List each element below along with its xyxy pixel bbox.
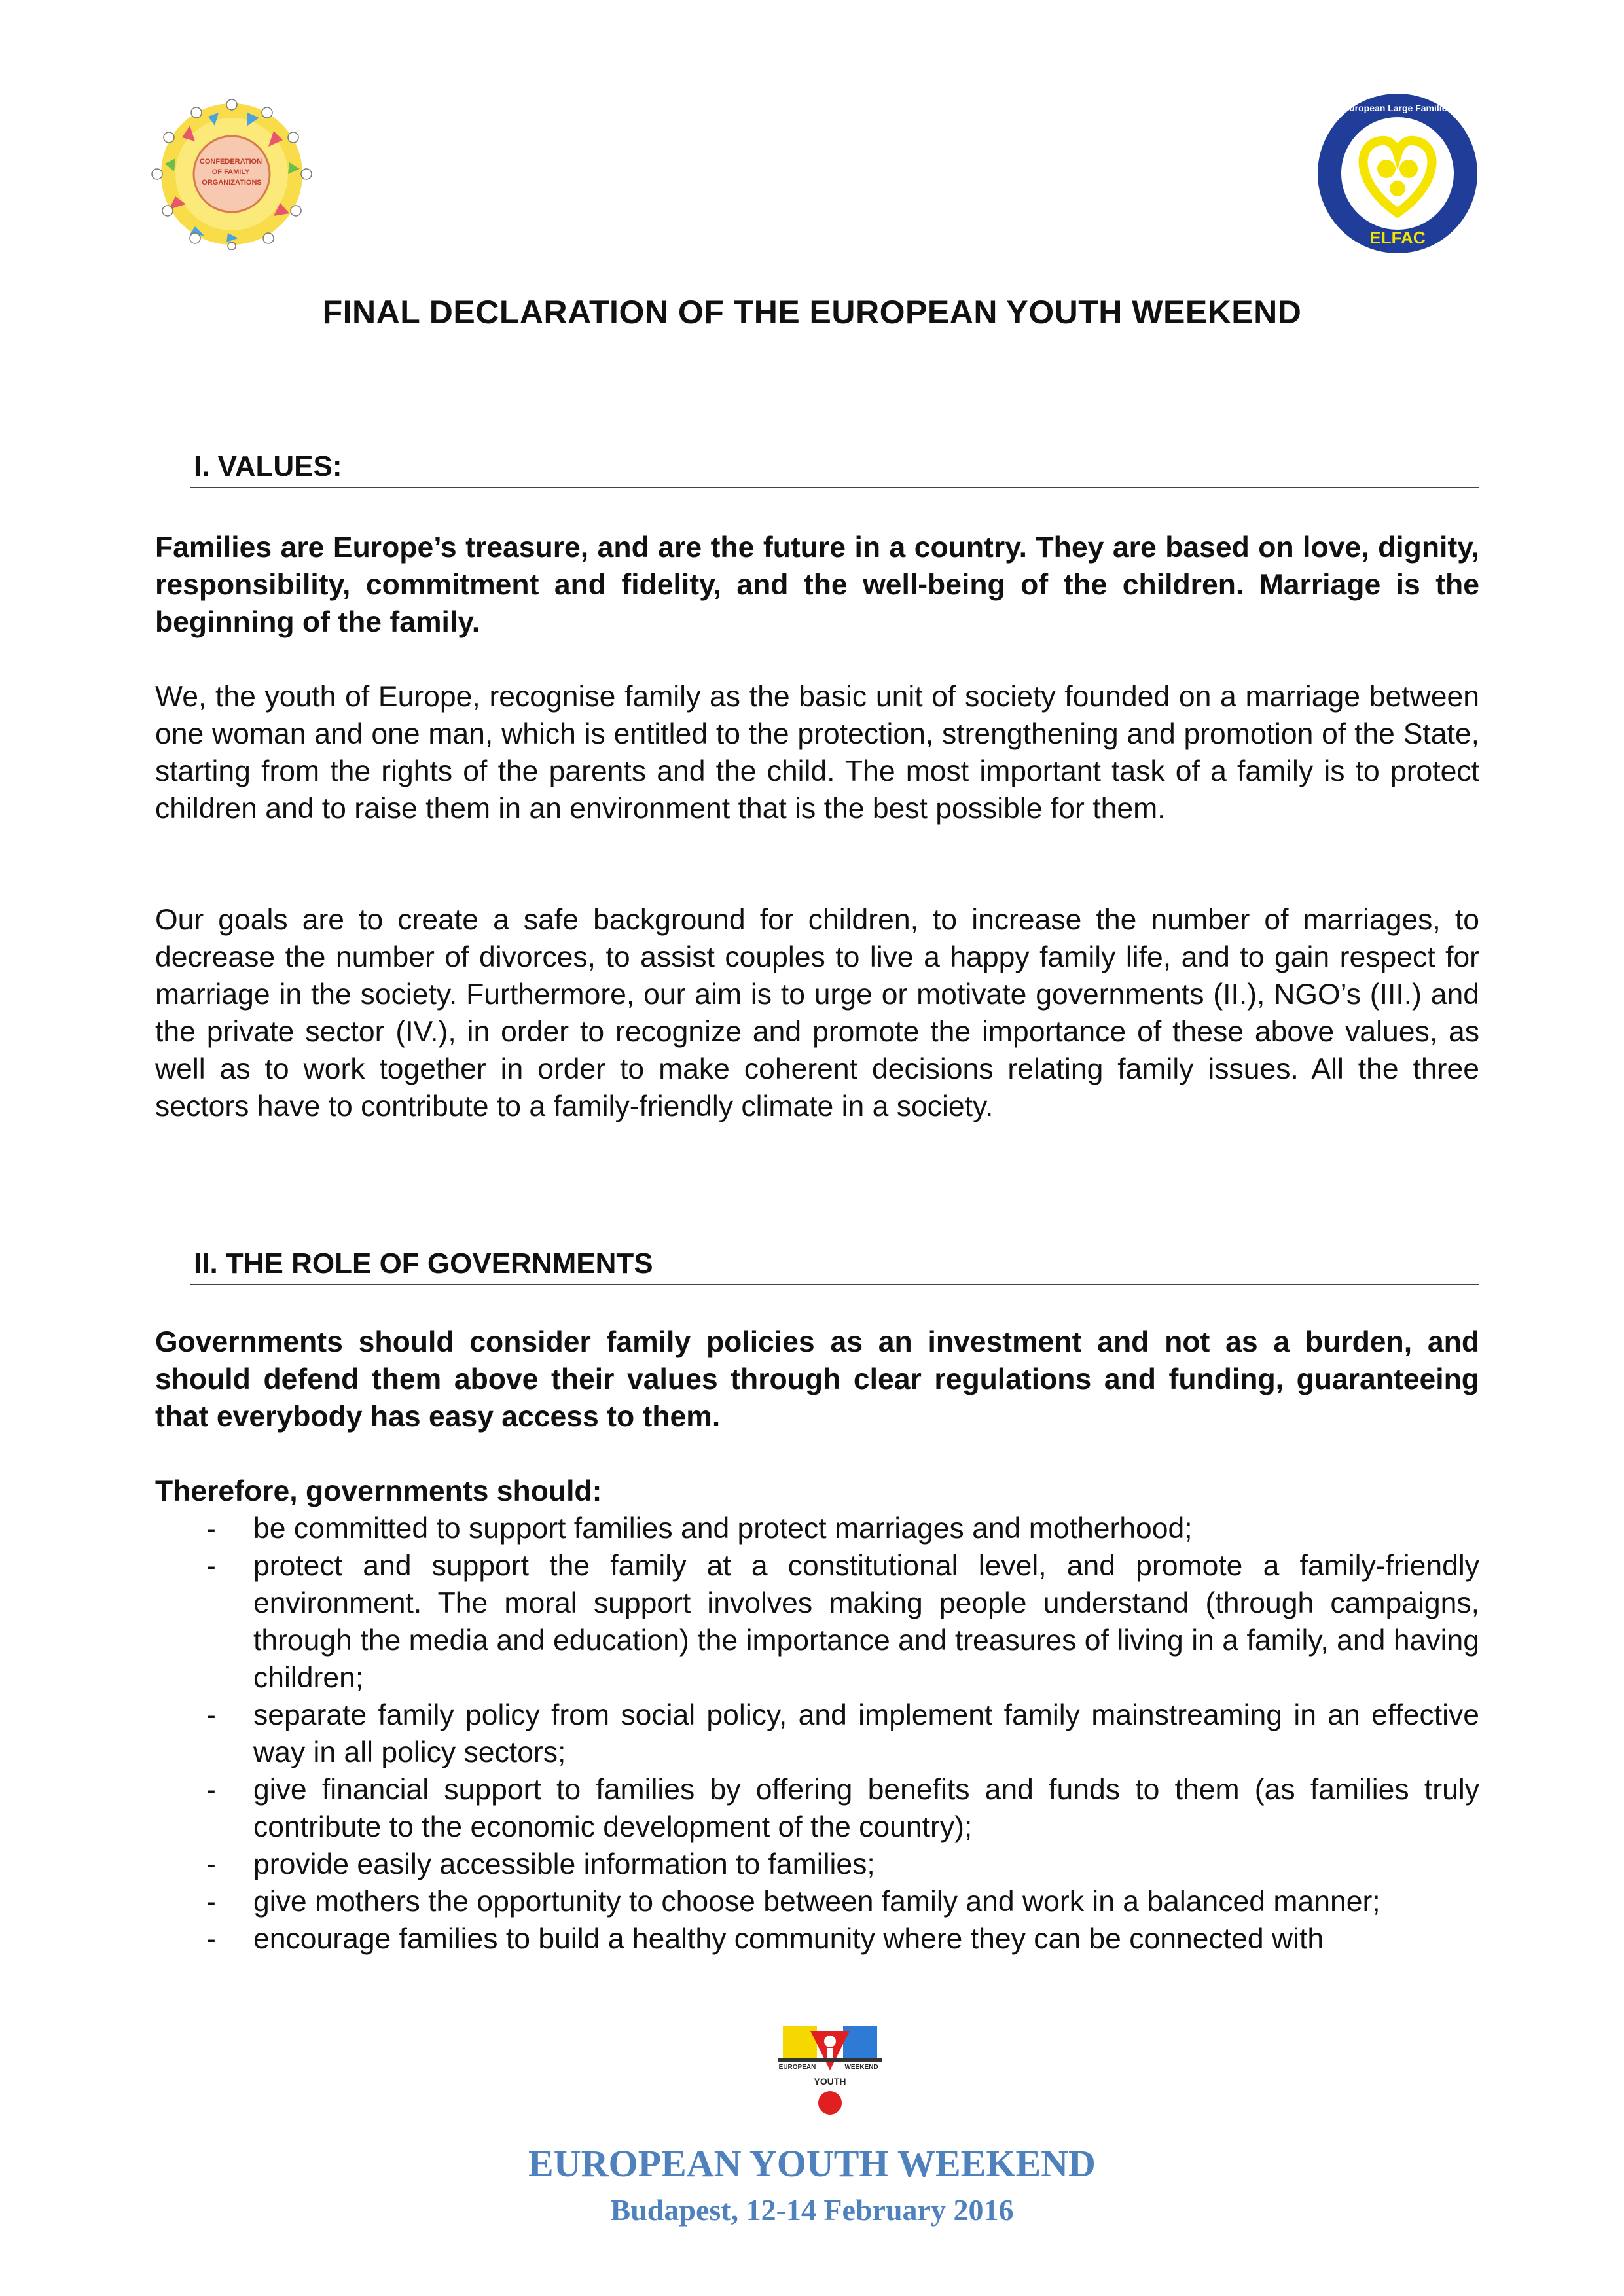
section-heading-governments: II. THE ROLE OF GOVERNMENTS xyxy=(190,1247,1479,1285)
list-item-text: give financial support to families by offering benefits and funds to them (as families truly contribute to the economic development of the country); xyxy=(253,1774,1479,1843)
list-item xyxy=(155,1883,1479,1920)
svg-text:WEEKEND: WEEKEND xyxy=(844,2064,878,2071)
list-item-text: protect and support the family at a constitutional level, and promote a family-friendly environment. The moral support involves making people understand (through campaigns, through the media and education) the importance and treasures of living in a family, and having children; xyxy=(253,1550,1479,1694)
list-item-text: be committed to support families and protect marriages and motherhood; xyxy=(253,1513,1193,1545)
list-item xyxy=(155,1510,1479,1547)
bullet-dash: - xyxy=(206,1550,216,1582)
list-item xyxy=(155,1920,1479,1958)
footer-subtitle: Budapest, 12-14 February 2016 xyxy=(610,2193,1014,2227)
bullet-dash: - xyxy=(206,1774,216,1806)
bullet-dash: - xyxy=(206,1923,216,1955)
svg-text:CONFEDERATION OF FAMILY: CONFEDERATION OF FAMILY ORGANIZATIONS xyxy=(199,158,262,187)
governments-list-heading: Therefore, governments should: xyxy=(155,1475,602,1507)
svg-text:European Large Families: European Large Families xyxy=(1343,103,1453,113)
list-item-text: give mothers the opportunity to choose between family and work in a balanced manner; xyxy=(253,1886,1380,1918)
values-paragraph-3: Our goals are to create a safe background for children, to increase the number of marriages, to decrease the number of divorces, to assist couples to live a happy family life, and to gain respect for marriage in the society. Furthermore, our aim is to urge or motivate governments (II.), NGO’s (III.) and the private sector (IV.), in order to recognize and promote the importance of these above values, as well as to work together in order to make coherent decisions relating family issues. All the three sectors have to contribute to a family-friendly climate in a society. xyxy=(155,904,1479,1122)
list-item-text: separate family policy from social policy, and implement family mainstreaming in an effective way in all policy sectors; xyxy=(253,1699,1479,1768)
footer-title: EUROPEAN YOUTH WEEKEND xyxy=(528,2142,1096,2185)
list-item xyxy=(155,1846,1479,1883)
bullet-dash: - xyxy=(206,1886,216,1918)
bullet-dash: - xyxy=(206,1513,216,1545)
values-intro-bold: Families are Europe’s treasure, and are the future in a country. They are based on love, dignity, responsibility, commitment and fidelity, and the well-being of the children. Marriage is the beginning of the family. xyxy=(155,531,1479,638)
governments-intro-bold: Governments should consider family policies as an investment and not as a burden, and should defend them above their values through clear regulations and funding, guaranteeing that everybody has easy access to them. xyxy=(155,1326,1479,1433)
list-item-text: encourage families to build a healthy community where they can be connected with xyxy=(253,1923,1324,1955)
list-item xyxy=(155,1547,1479,1696)
confederation-logo xyxy=(149,98,314,250)
list-item xyxy=(155,1771,1479,1846)
governments-list xyxy=(155,1510,1479,1958)
list-item xyxy=(155,1696,1479,1771)
bullet-dash: - xyxy=(206,1699,216,1731)
bullet-dash: - xyxy=(206,1848,216,1880)
section-heading-values: I. VALUES: xyxy=(190,450,1479,488)
list-item-text: provide easily accessible information to families; xyxy=(253,1848,875,1880)
svg-text:ELFAC: ELFAC xyxy=(1369,228,1426,247)
elfac-logo xyxy=(1316,92,1479,255)
european-youth-weekend-logo xyxy=(771,2019,889,2117)
svg-text:YOUTH: YOUTH xyxy=(814,2076,846,2087)
document-title: FINAL DECLARATION OF THE EUROPEAN YOUTH WEEKEND xyxy=(322,294,1302,331)
svg-text:EUROPEAN: EUROPEAN xyxy=(778,2064,816,2071)
values-paragraph-2: We, the youth of Europe, recognise family as the basic unit of society founded on a marriage between one woman and one man, which is entitled to the protection, strengthening and promotion of the State, starting from the rights of the parents and the child. The most important task of a family is to protect children and to raise them in an environment that is the best possible for them. xyxy=(155,681,1479,825)
